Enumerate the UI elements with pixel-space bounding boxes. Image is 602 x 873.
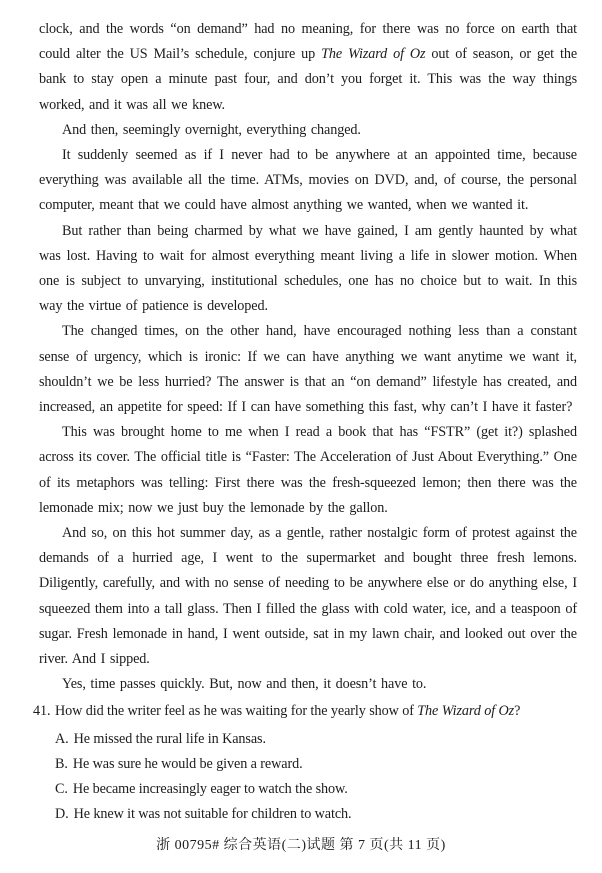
option-a <box>55 727 577 752</box>
passage-paragraph <box>39 521 577 672</box>
page-footer <box>0 834 602 854</box>
option-text: He was sure he would be given a reward. <box>72 756 303 772</box>
passage-paragraph <box>39 319 577 420</box>
question-41 <box>33 699 577 827</box>
text-segment: This was brought home to me when I read a book that has “FSTR” (get it?) splashed across its cover. The official title is “Faster: The Acceleration of Just About Everything.” One of its metaphors was telling: First there was the fresh-squeezed lemon; then there was the lemonade mix; now we just buy the lemonade by the gallon. <box>39 424 577 516</box>
option-label: C. <box>55 781 68 797</box>
text-segment: And so, on this hot summer day, as a gentle, rather nostalgic form of protest against the demands of a hurried age, I went to the supermarket and bought three fresh lemons. Diligently, carefully, and with no sense of needing to be anywhere else or do anything else, I squeezed them into a tall glass. Then I filled the glass with cold water, ice, and a teaspoon of sugar. Fresh lemonade in hand, I went outside, sat in my lawn chair, and looked out over the river. And I sipped. <box>39 525 577 668</box>
text-segment: out of season, or get the bank to stay open a minute past four, and don’t you forget it. This was the way things worked, and it was all we knew. <box>39 46 578 113</box>
passage-paragraph <box>39 143 577 219</box>
question-41-stem <box>33 699 577 724</box>
option-text: He knew it was not suitable for children to watch. <box>73 806 352 822</box>
passage-paragraph <box>39 17 577 118</box>
passage-paragraph <box>39 118 577 143</box>
option-text: He missed the rural life in Kansas. <box>73 731 266 747</box>
option-label: A. <box>55 731 69 747</box>
option-c <box>55 777 577 802</box>
text-segment: The changed times, on the other hand, have encouraged nothing less than a constant sense of urgency, which is ironic: If we can have anything we want anytime we want it, shouldn’t we be less hurried? The answer is that an “on demand” lifestyle has created, and increased, an appetite for speed: If I can have something this fast, why can’t I have it faster? <box>39 323 577 416</box>
reading-passage <box>39 17 577 697</box>
passage-paragraph <box>39 219 577 320</box>
text-segment: How did the writer feel as he was waiting for the yearly show of <box>55 703 418 719</box>
question-41-options <box>33 727 577 827</box>
passage-paragraph <box>39 420 577 521</box>
italic-book-title: The Wizard of Oz <box>417 703 515 719</box>
text-segment: Yes, time passes quickly. But, now and then, it doesn’t have to. <box>62 676 427 693</box>
option-d <box>55 802 577 827</box>
text-segment: It suddenly seemed as if I never had to be anywhere at an appointed time, because everything was available all the time. ATMs, movies on DVD, and, of course, the personal computer, meant that we could have almost anything we wanted, when we wanted it. <box>39 147 577 214</box>
footer-text: 浙 00795# 综合英语(二)试题 第 7 页(共 11 页) <box>156 838 446 853</box>
option-label: D. <box>55 806 69 822</box>
question-text <box>55 699 577 724</box>
text-segment: But rather than being charmed by what we have gained, I am gently haunted by what was lost. Having to wait for almost everything meant living a life in slower motion. When one is subject to unvarying, institutional schedules, one has no choice but to wait. In this way the virtue of patience is developed. <box>39 222 577 315</box>
question-number: 41. <box>33 703 51 719</box>
option-label: B. <box>55 756 68 772</box>
option-text: He became increasingly eager to watch the show. <box>72 781 348 797</box>
option-b <box>55 752 577 777</box>
passage-paragraph <box>39 672 577 697</box>
italic-book-title: The Wizard of Oz <box>321 46 426 63</box>
text-segment: ? <box>514 703 521 719</box>
text-segment: clock, and the words “on demand” had no meaning, for there was no force on earth that could alter the US Mail’s schedule, conjure up <box>39 21 577 63</box>
text-segment: And then, seemingly overnight, everything changed. <box>62 121 361 138</box>
